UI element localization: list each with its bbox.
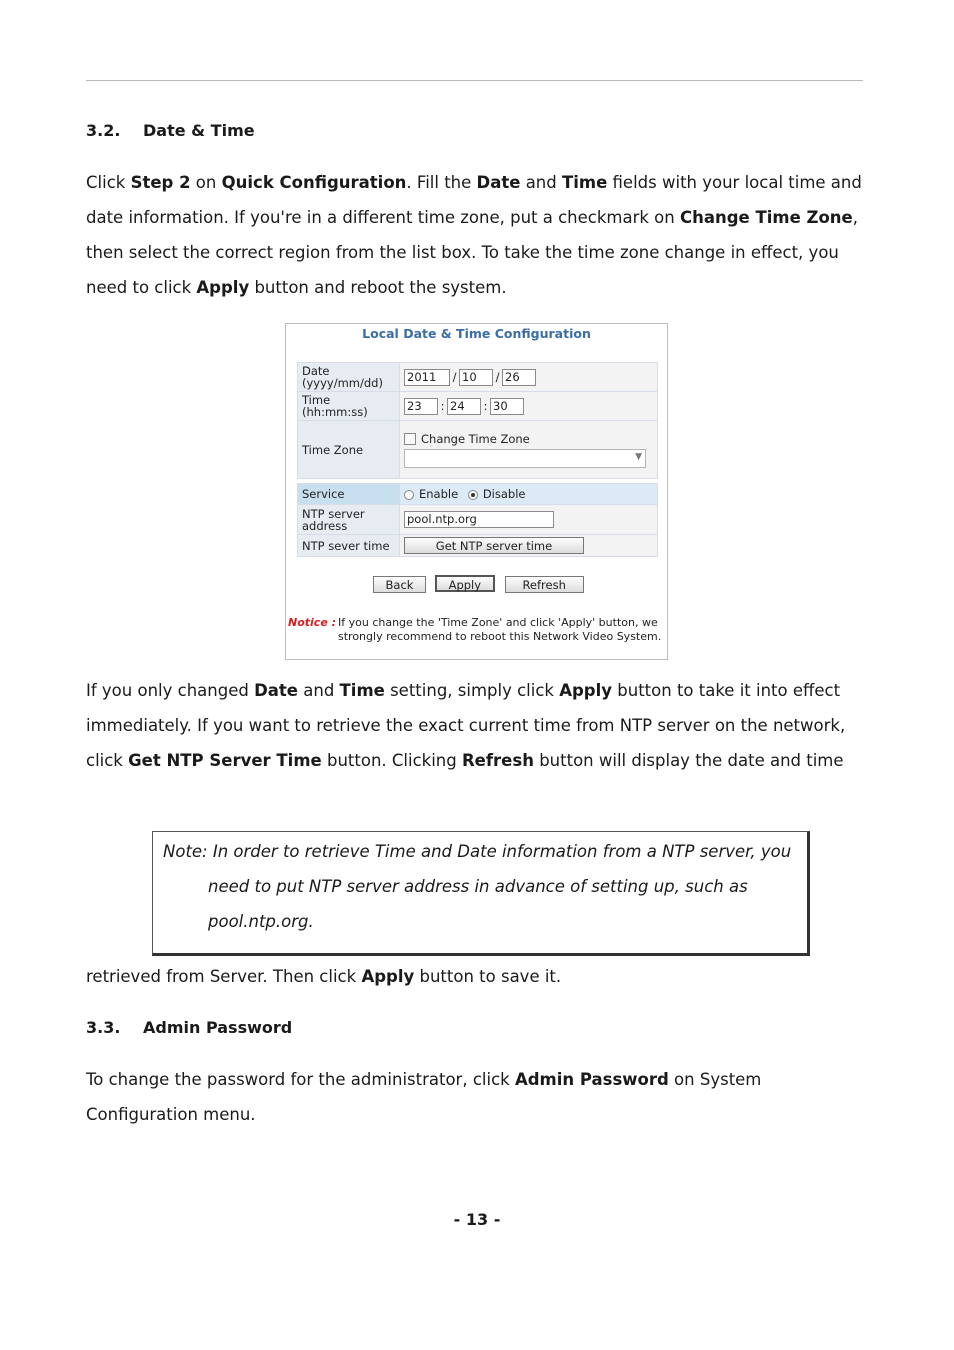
config-title: Local Date & Time Configuration [362,326,591,341]
notice-text: If you change the 'Time Zone' and click 'Apply' button, we strongly recommend to reboot this Network Video System. [338,616,662,643]
chevron-down-icon: ▼ [635,451,642,462]
disable-label: Disable [482,487,526,501]
ntp-server-address-label: NTP server address [298,505,400,535]
section-title: Date & Time [143,121,255,140]
note-line-3: pool.ntp.org. [208,912,314,931]
month-input[interactable]: 10 [459,369,493,386]
time-label: Time (hh:mm:ss) [298,392,400,421]
second-input[interactable]: 30 [490,398,524,415]
ntp-server-time-label: NTP sever time [298,535,400,557]
section-heading-3-2 [86,121,255,140]
get-ntp-time-button[interactable]: Get NTP server time [404,537,584,554]
header-rule [86,80,863,81]
note-line-2: need to put NTP server address in advance of setting up, such as [208,877,748,896]
time-zone-label: Time Zone [298,421,400,479]
service-label: Service [298,484,400,505]
time-zone-select[interactable] [404,449,646,468]
disable-radio[interactable] [468,490,478,500]
minute-input[interactable]: 24 [447,398,481,415]
note-box [152,831,810,956]
change-time-zone-label: Change Time Zone [421,431,530,446]
date-label: Date (yyyy/mm/dd) [298,363,400,392]
section-number: 3.3. [86,1018,121,1037]
hour-input[interactable]: 23 [404,398,438,415]
ntp-server-input[interactable]: pool.ntp.org [404,511,554,528]
after-paragraph: If you only changed Date and Time setting, simply click Apply button to take it into effect immediately. If you want to retrieve the exact current time from NTP server on the network, click Get NTP Server Time button. Clicking Refresh button will display the date and time [86,681,846,770]
year-input[interactable]: 2011 [404,369,450,386]
refresh-button[interactable]: Refresh [505,576,584,593]
apply-button[interactable]: Apply [435,575,495,592]
config-button-row [373,575,584,593]
enable-radio[interactable] [404,490,414,500]
enable-label: Enable [419,487,459,501]
page-number: - 13 - [453,1210,501,1229]
config-table: Date (yyyy/mm/dd) 2011 / 10 / 26 Time (hh:mm:ss) 23 : 24 : 30 Time Zone Change Time Zone ▼ Service Enable Disable NTP server address pool.ntp.org NTP sever time Get NTP server time [297,362,658,557]
section-heading-3-3 [86,1018,292,1037]
notice-label: Notice : [288,616,337,629]
section-number: 3.2. [86,121,121,140]
day-input[interactable]: 26 [502,369,536,386]
intro-paragraph: Click Step 2 on Quick Configuration. Fill the Date and Time fields with your local time and date information. If you're in a different time zone, put a checkmark on Change Time Zone, then select the correct region from the list box. To take the time zone change in effect, you need to click Apply button and reboot the system. [86,173,862,297]
admin-paragraph: To change the password for the administrator, click Admin Password on System Configuration menu. [86,1070,762,1124]
retrieved-paragraph: retrieved from Server. Then click Apply button to save it. [86,967,562,986]
back-button[interactable]: Back [373,576,426,593]
notice [288,616,666,643]
change-time-zone-checkbox[interactable] [404,433,416,445]
section-title: Admin Password [143,1018,293,1037]
note-line-1: Note: In order to retrieve Time and Date information from a NTP server, you [163,842,792,861]
config-screenshot [285,323,668,660]
